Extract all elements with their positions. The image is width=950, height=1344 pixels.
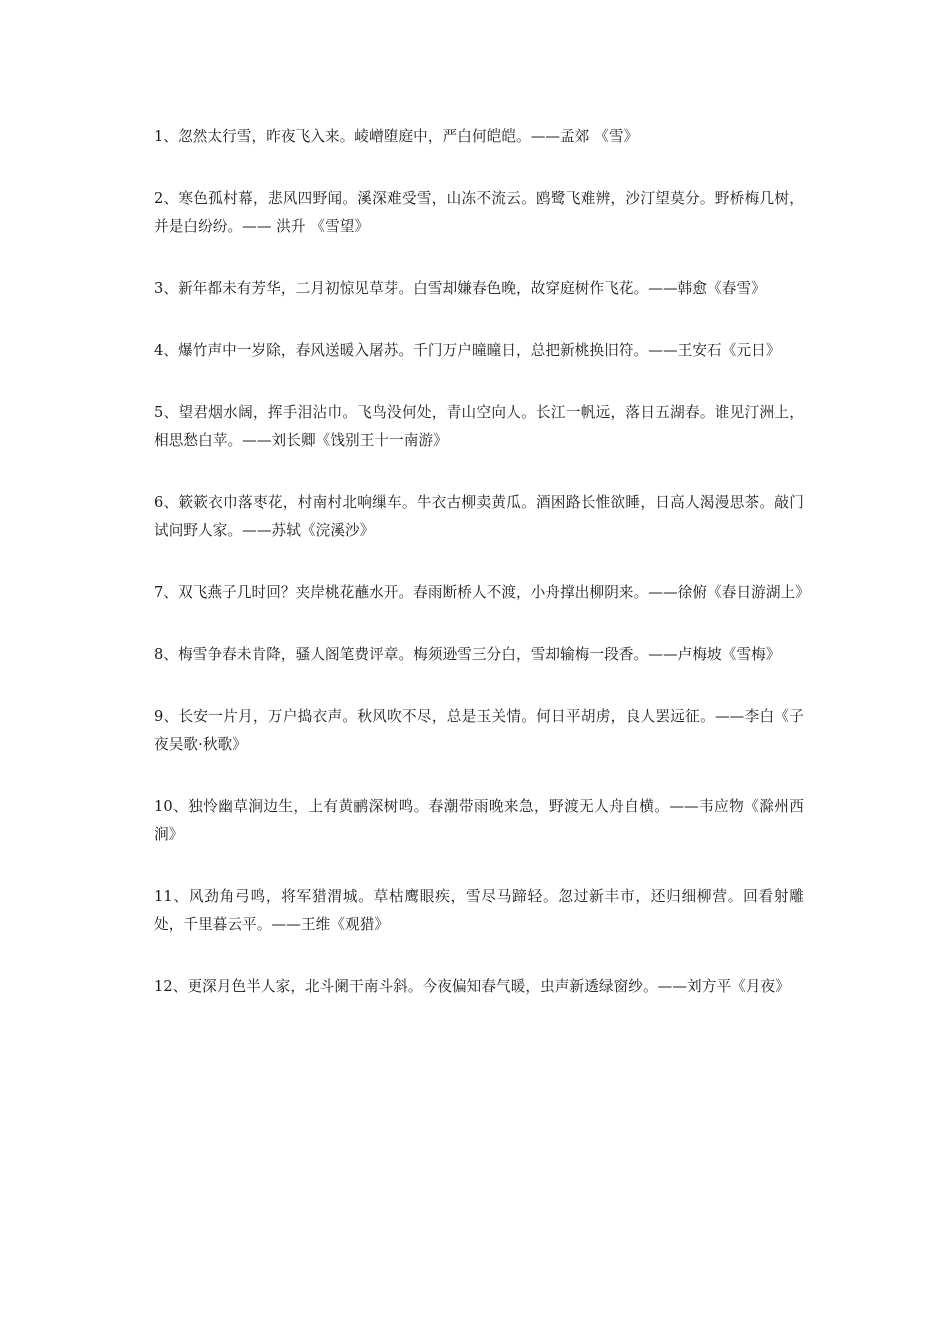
poem-list bbox=[154, 123, 810, 1035]
poem-entry-6: 6、簌簌衣巾落枣花，村南村北响缫车。牛衣古柳卖黄瓜。酒困路长惟欲睡，日高人渴漫思茶。敲门试问野人家。——苏轼《浣溪沙》 bbox=[154, 494, 804, 539]
poem-entry-2: 2、寒色孤村幕，悲风四野闻。溪深难受雪，山冻不流云。鸥鹭飞难辨，沙汀望莫分。野桥梅几树，并是白纷纷。—— 洪升 《雪望》 bbox=[154, 190, 804, 235]
poem-entry-3: 3、新年都未有芳华，二月初惊见草芽。白雪却嫌春色晚，故穿庭树作飞花。——韩愈《春雪》 bbox=[154, 280, 766, 297]
poem-entry-9: 9、长安一片月，万户捣衣声。秋风吹不尽，总是玉关情。何日平胡虏，良人罢远征。——李白《子夜吴歌·秋歌》 bbox=[154, 708, 804, 753]
poem-entry-5: 5、望君烟水阔，挥手泪沾巾。飞鸟没何处，青山空向人。长江一帆远，落日五湖春。谁见汀洲上，相思愁白苹。——刘长卿《饯别王十一南游》 bbox=[154, 404, 804, 449]
poem-entry-12: 12、更深月色半人家，北斗阑干南斗斜。今夜偏知春气暖，虫声新透绿窗纱。——刘方平《月夜》 bbox=[154, 978, 790, 995]
poem-entry-11: 11、风劲角弓鸣，将军猎渭城。草枯鹰眼疾，雪尽马蹄轻。忽过新丰市，还归细柳营。回看射雕处，千里暮云平。——王维《观猎》 bbox=[154, 888, 804, 933]
poem-entry-1: 1、忽然太行雪，昨夜飞入来。崚嶒堕庭中，严白何皑皑。——孟郊 《雪》 bbox=[154, 128, 639, 145]
poem-entry-4: 4、爆竹声中一岁除，春风送暖入屠苏。千门万户曈曈日，总把新桃换旧符。——王安石《元日》 bbox=[154, 342, 781, 359]
poem-entry-7: 7、双飞燕子几时回？夹岸桃花蘸水开。春雨断桥人不渡，小舟撑出柳阴来。——徐俯《春日游湖上》 bbox=[154, 584, 810, 601]
poem-entry-8: 8、梅雪争春未肯降，骚人阁笔费评章。梅须逊雪三分白，雪却输梅一段香。——卢梅坡《雪梅》 bbox=[154, 646, 781, 663]
poem-entry-10: 10、独怜幽草涧边生，上有黄鹂深树鸣。春潮带雨晚来急，野渡无人舟自横。——韦应物《滁州西涧》 bbox=[154, 798, 804, 843]
